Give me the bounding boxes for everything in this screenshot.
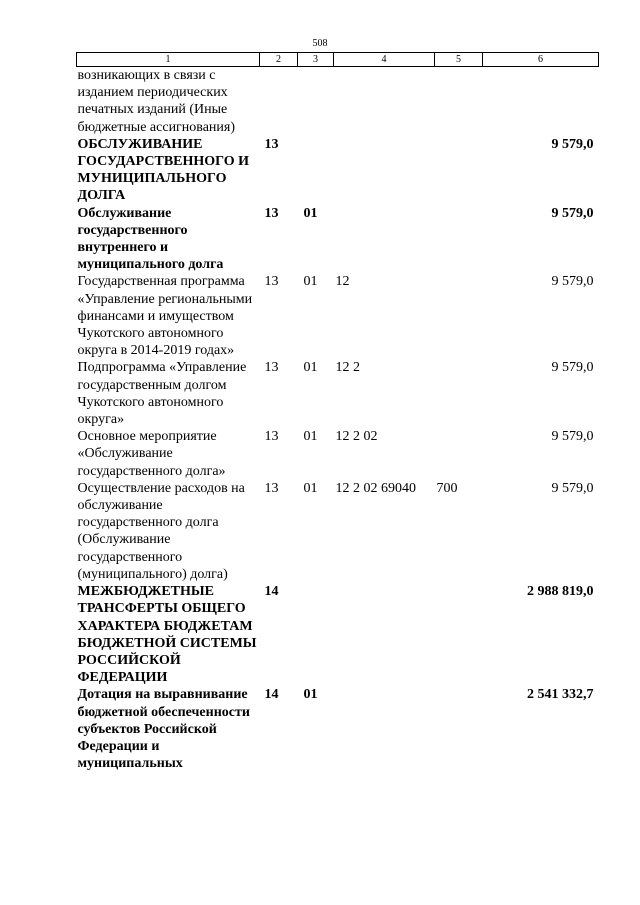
amount: 9 579,0 [551, 205, 594, 221]
table-row [77, 359, 599, 428]
target-article-code [334, 686, 435, 772]
amount: 9 579,0 [551, 480, 594, 496]
expense-type-code [435, 67, 483, 136]
table-row [77, 136, 599, 205]
table-row [77, 67, 599, 136]
expense-type-code [435, 686, 483, 772]
section-code: 13 [264, 136, 279, 152]
subsection-code [298, 583, 334, 686]
expense-type-code [435, 583, 483, 686]
target-article-code: 12 2 02 69040 [335, 480, 416, 496]
expense-name: Подпрограмма «Управление государственным долгом Чукотского автономного округа» [77, 360, 247, 428]
table-row [77, 686, 599, 772]
column-header-4: 4 [334, 53, 435, 67]
expense-name: Дотация на выравнивание бюджетной обеспеченности субъектов Российской Федерации и муниципальных [77, 687, 250, 772]
table-header [77, 53, 599, 67]
table-row [77, 583, 599, 686]
target-article-code [334, 136, 435, 205]
amount: 9 579,0 [551, 136, 594, 152]
amount: 9 579,0 [551, 429, 594, 445]
expense-type-code: 700 [436, 480, 458, 496]
expense-name: МЕЖБЮДЖЕТНЫЕ ТРАНСФЕРТЫ ОБЩЕГО ХАРАКТЕРА БЮДЖЕТАМ БЮДЖЕТНОЙ СИСТЕМЫ РОССИЙСКОЙ ФЕДЕРАЦИИ [77, 584, 257, 686]
column-header-6: 6 [483, 53, 599, 67]
target-article-code [334, 67, 435, 136]
expense-name: Государственная программа «Управление региональными финансами и имуществом Чукотского автономного округа в 2014-2019 годах» [77, 274, 253, 359]
section-code: 13 [264, 480, 279, 496]
section-code: 13 [264, 360, 279, 376]
expense-name: Основное мероприятие «Обслуживание государственного долга» [77, 429, 226, 479]
expense-type-code [435, 359, 483, 428]
amount: 2 541 332,7 [527, 687, 594, 703]
target-article-code: 12 2 [335, 360, 360, 376]
target-article-code: 12 2 02 [335, 429, 378, 445]
subsection-code: 01 [303, 205, 318, 221]
amount: 9 579,0 [551, 360, 594, 376]
section-code: 14 [264, 584, 279, 600]
subsection-code: 01 [303, 480, 318, 496]
budget-table [76, 52, 599, 772]
table-body [77, 67, 599, 773]
subsection-code [298, 136, 334, 205]
table-row [77, 205, 599, 274]
expense-type-code [435, 136, 483, 205]
subsection-code: 01 [303, 687, 318, 703]
amount [483, 67, 599, 136]
subsection-code [298, 67, 334, 136]
column-header-3: 3 [298, 53, 334, 67]
table-row [77, 480, 599, 583]
section-code [260, 67, 298, 136]
table-row [77, 273, 599, 359]
subsection-code: 01 [303, 360, 318, 376]
page-number: 508 [312, 38, 328, 49]
subsection-code: 01 [303, 274, 318, 290]
section-code: 13 [264, 274, 279, 290]
expense-type-code [435, 273, 483, 359]
column-header-2: 2 [260, 53, 298, 67]
section-code: 13 [264, 205, 279, 221]
column-header-1: 1 [77, 53, 260, 67]
amount: 2 988 819,0 [527, 584, 594, 600]
section-code: 13 [264, 429, 279, 445]
column-header-5: 5 [435, 53, 483, 67]
expense-name: Осуществление расходов на обслуживание государственного долга (Обслуживание государственного (муниципального) долга) [77, 480, 245, 582]
amount: 9 579,0 [551, 274, 594, 290]
target-article-code [334, 583, 435, 686]
target-article-code [334, 205, 435, 274]
expense-name: ОБСЛУЖИВАНИЕ ГОСУДАРСТВЕННОГО И МУНИЦИПАЛЬНОГО ДОЛГА [77, 136, 249, 204]
subsection-code: 01 [303, 429, 318, 445]
header-row [77, 53, 599, 67]
expense-type-code [435, 428, 483, 480]
table-row [77, 428, 599, 480]
target-article-code: 12 [335, 274, 350, 290]
section-code: 14 [264, 687, 279, 703]
expense-name: возникающих в связи с изданием периодических печатных изданий (Иные бюджетные ассигнования) [77, 68, 236, 135]
expense-name: Обслуживание государственного внутреннего и муниципального долга [77, 205, 224, 273]
expense-type-code [435, 205, 483, 274]
